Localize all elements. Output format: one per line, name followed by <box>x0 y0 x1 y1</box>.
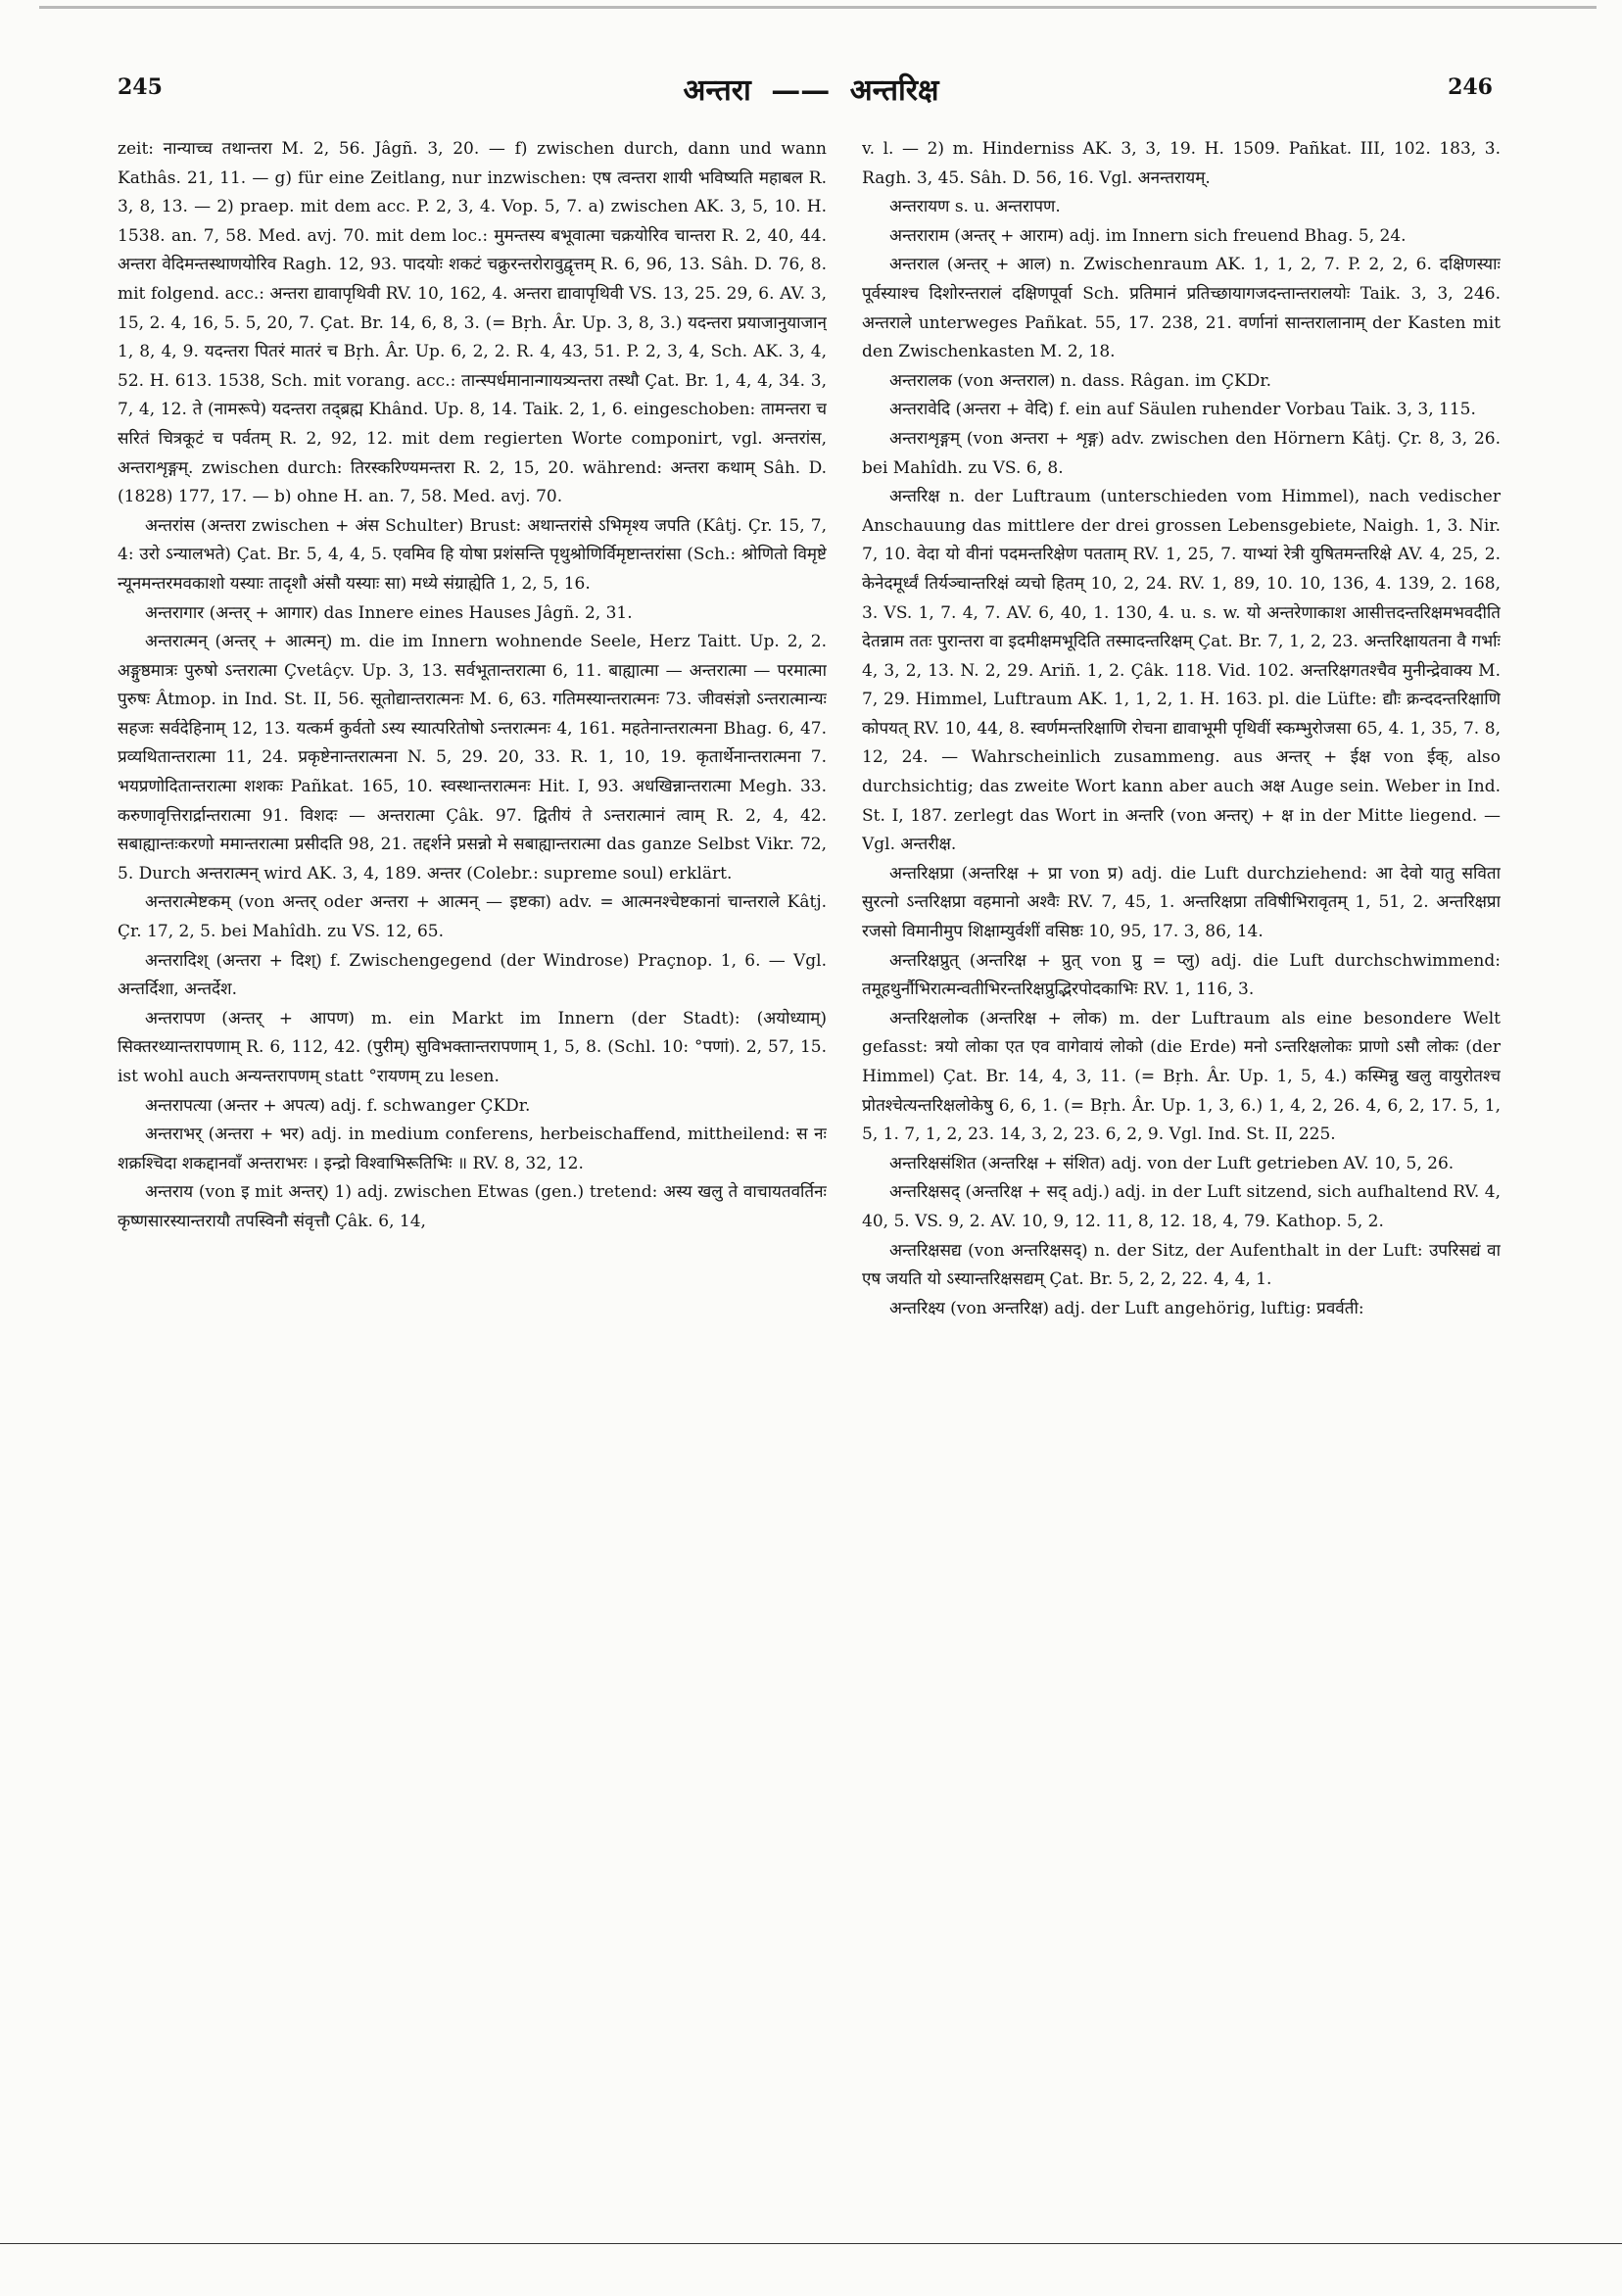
dictionary-entry: v. l. — 2) m. Hinderniss AK. 3, 3, 19. H. 1509. Pañkat. III, 102. 183, 3. Ragh. 3, 45. Sâh. D. 56, 16. Vgl. अनन्तरायम्. <box>862 139 1501 188</box>
dictionary-entry: अन्तरायण s. u. अन्तरापण. <box>889 197 1061 217</box>
dictionary-entry: अन्तरात्मेष्टकम् (von अन्तर् oder अन्तरा + आत्मन् — इष्टका) adv. = आत्मनश्चेष्टकानां चान्तराले Kâtj. Çr. 17, 2, 5. bei Mahîdh. zu VS. 12, 65. <box>118 892 827 942</box>
dictionary-entry: अन्तरादिश् (अन्तरा + दिश्) f. Zwischengegend (der Windrose) Praçnop. 1, 6. — Vgl. अन्तर्दिशा, अन्तर्देश. <box>118 950 827 1000</box>
right-column <box>862 135 1501 2241</box>
page-number-right: 246 <box>1448 74 1493 100</box>
dictionary-entry: अन्तरिक्षसद् (अन्तरिक्ष + सद् adj.) adj. in der Luft sitzend, sich aufhaltend RV. 4, 40, 5. VS. 9, 2. AV. 10, 9, 12. 11, 8, 12. 18, 4, 79. Kathop. 5, 2. <box>862 1182 1501 1231</box>
dictionary-entry: अन्तरिक्षसद्य (von अन्तरिक्षसद्) n. der Sitz, der Aufenthalt in der Luft: उपरिसद्यं वा एष जयति यो ऽस्यान्तरिक्षसद्यम् Çat. Br. 5, 2, 2, 22. 4, 4, 1. <box>862 1240 1501 1290</box>
dictionary-entry: अन्तरापण (अन्तर् + आपण) m. ein Markt im Innern (der Stadt): (अयोध्याम्) सिक्तरथ्यान्तरापणाम् R. 6, 112, 42. (पुरीम्) सुविभक्तान्तरापणाम् 1, 5, 8. (Schl. 10: °पणां). 2, 57, 15. ist wohl auch अन्यन्तरापणम् statt °रायणम् zu lesen. <box>118 1008 827 1086</box>
dictionary-entry: अन्तरिक्ष्य (von अन्तरिक्ष) adj. der Luft angehörig, luftig: प्रवर्वती: <box>889 1298 1364 1318</box>
top-scan-edge <box>39 6 1597 9</box>
dictionary-entry: अन्तराय (von इ mit अन्तर्) 1) adj. zwischen Etwas (gen.) tretend: अस्य खलु ते वाचायतवर्तिनः कृष्णसारस्यान्तरायौ तपस्विनौ संवृत्तौ Çâk. 6, 14, <box>118 1182 827 1231</box>
dictionary-entry: अन्तरागार (अन्तर् + आगार) das Innere eines Hauses Jâgñ. 2, 31. <box>145 602 633 623</box>
running-head-right-word: अन्तरिक्ष <box>849 73 939 108</box>
dictionary-entry: अन्तराराम (अन्तर् + आराम) adj. im Innern sich freuend Bhag. 5, 24. <box>889 225 1407 246</box>
page-header <box>118 69 1504 114</box>
bottom-rule <box>0 2243 1622 2244</box>
running-head-left-word: अन्तरा <box>683 73 751 108</box>
dictionary-entry: zeit: नान्याच्च तथान्तरा M. 2, 56. Jâgñ. 3, 20. — f) zwischen durch, dann und wann Kathâs. 21, 11. — g) für eine Zeitlang, nur inzwischen: एष त्वन्तरा शायी भविष्यति महाबल R. 3, 8, 13. — 2) praep. mit dem acc. P. 2, 3, 4. Vop. 5, 7. a) zwischen AK. 3, 5, 10. H. 1538. an. 7, 58. Med. avj. 70. mit dem loc.: मुमन्तस्य बभूवात्मा चक्रयोरिव चान्तरा R. 2, 40, 44. अन्तरा वेदिमन्तस्थाणयोरिव Ragh. 12, 93. पादयोः शकटं चक्रुरन्तरोरावुद्वृत्तम् R. 6, 96, 13. Sâh. D. 76, 8. mit folgend. acc.: अन्तरा द्यावापृथिवी RV. 10, 162, 4. अन्तरा द्यावापृथिवी VS. 13, 25. 29, 6. AV. 3, 15, 2. 4, 16, 5. 5, 20, 7. Çat. Br. 14, 6, 8, 3. (= Bṛh. Âr. Up. 3, 8, 3.) यदन्तरा प्रयाजानुयाजान् 1, 8, 4, 9. यदन्तरा पितरं मातरं च Bṛh. Âr. Up. 6, 2, 2. R. 4, 43, 51. P. 2, 3, 4, Sch. AK. 3, 4, 52. H. 613. 1538, Sch. mit vorang. acc.: तान्स्पर्धमानान्गायत्र्यन्तरा तस्थौ Çat. Br. 1, 4, 4, 34. 3, 7, 4, 12. ते (नामरूपे) यदन्तरा तद्ब्रह्म Khând. Up. 8, 14. Taik. 2, 1, 6. eingeschoben: तामन्तरा च सरितं चित्रकूटं च पर्वतम् R. 2, 92, 12. mit dem regierten Worte componirt, vgl. अन्तरांस, अन्तराशृङ्गम्. zwischen durch: तिरस्करिण्यमन्तरा R. 2, 15, 20. während: अन्तरा कथाम् Sâh. D. (1828) 177, 17. — b) ohne H. an. 7, 58. Med. avj. 70. <box>118 139 827 507</box>
dictionary-entry: अन्तराल (अन्तर् + आल) n. Zwischenraum AK. 1, 1, 2, 7. P. 2, 2, 6. दक्षिणस्याः पूर्वस्याश्च दिशोरन्तरालं दक्षिणपूर्वा Sch. प्रतिमानं प्रतिच्छायागजदन्तान्तरालयोः Taik. 3, 3, 246. अन्तराले unterweges Pañkat. 55, 17. 238, 21. वर्णानां सान्तरालानाम् der Kasten mit den Zwischenkasten M. 2, 18. <box>862 255 1501 362</box>
page-number-left: 245 <box>118 74 163 100</box>
dictionary-entry: अन्तरात्मन् (अन्तर् + आत्मन्) m. die im Innern wohnende Seele, Herz Taitt. Up. 2, 2. अङ्गुष्ठमात्रः पुरुषो ऽन्तरात्मा Çvetâçv. Up. 3, 13. सर्वभूतान्तरात्मा 6, 11. बाह्यात्मा — अन्तरात्मा — परमात्मा पुरुषः Âtmop. in Ind. St. II, 56. सूतोद्यान्तरात्मनः M. 6, 63. गतिमस्यान्तरात्मनः 73. जीवसंज्ञो ऽन्तरात्मान्यः सहजः सर्वदेहिनाम् 12, 13. यत्कर्म कुर्वतो ऽस्य स्यात्परितोषो ऽन्तरात्मनः 4, 161. महतेनान्तरात्मना Bhag. 6, 47. प्रव्यथितान्तरात्मा 11, 24. प्रकृष्टेनान्तरात्मना N. 5, 29. 20, 33. R. 1, 10, 19. कृतार्थेनान्तरात्मना 7. भयप्रणोदितान्तरात्मा शशकः Pañkat. 165, 10. स्वस्थान्तरात्मनः Hit. I, 93. अधखिन्नान्तरात्मा Megh. 33. करुणावृत्तिरार्द्रान्तरात्मा 91. विशदः — अन्तरात्मा Çâk. 97. द्वितीयं ते ऽन्तरात्मानं त्वाम् R. 2, 4, 42. सबाह्यान्तःकरणो ममान्तरात्मा प्रसीदति 98, 21. तद्दर्शने प्रसन्नो मे सबाह्यान्तरात्मा das ganze Selbst Vikr. 72, 5. Durch अन्तरात्मन् wird AK. 3, 4, 189. अन्तर (Colebr.: supreme soul) erklärt. <box>118 632 827 884</box>
dictionary-entry: अन्तरावेदि (अन्तरा + वेदि) f. ein auf Säulen ruhender Vorbau Taik. 3, 3, 115. <box>889 400 1476 420</box>
dictionary-entry: अन्तराभर् (अन्तरा + भर) adj. in medium conferens, herbeischaffend, mittheilend: स नः शक्रश्चिदा शकद्दानवाँ अन्तराभरः । इन्द्रो विश्वाभिरूतिभिः ॥ RV. 8, 32, 12. <box>118 1124 827 1173</box>
dictionary-entry: अन्तरांस (अन्तरा zwischen + अंस Schulter) Brust: अथान्तरांसे ऽभिमृश्य जपति (Kâtj. Çr. 15, 7, 4: उरो ऽन्यालभते) Çat. Br. 5, 4, 4, 5. एवमिव हि योषा प्रशंसन्ति पृथुश्रोणिर्विमृष्टान्तरांसा (Sch.: श्रोणितो विमृष्टे न्यूनमन्तरमवकाशो यस्याः तादृशौ अंसौ यस्याः सा) मध्ये संग्राह्येति 1, 2, 5, 16. <box>118 515 827 594</box>
dictionary-entry: अन्तरिक्ष n. der Luftraum (unterschieden vom Himmel), nach vedischer Anschauung das mittlere der drei grossen Lebensgebiete, Naigh. 1, 3. Nir. 7, 10. वेदा यो वीनां पदमन्तरिक्षेण पतताम् RV. 1, 25, 7. याभ्यां रेत्री युषितमन्तरिक्षे AV. 4, 25, 2. केनेदमूर्ध्वं तिर्यञ्चान्तरिक्षं व्यचो हितम् 10, 2, 24. RV. 1, 89, 10. 10, 136, 4. 139, 2. 168, 3. VS. 1, 7. 4, 7. AV. 6, 40, 1. 130, 4. u. s. w. यो अन्तरेणाकाश आसीत्तदन्तरिक्षमभवदीति देतन्नाम ततः पुरान्तरा वा इदमीक्षमभूदिति तस्मादन्तरिक्षम् Çat. Br. 7, 1, 2, 23. अन्तरिक्षायतना वै गर्भाः 4, 3, 2, 13. N. 2, 29. Ariñ. 1, 2. Çâk. 118. Vid. 102. अन्तरिक्षगतश्चैव मुनीन्द्रेवाक्य M. 7, 29. Himmel, Luftraum AK. 1, 1, 2, 1. H. 163. pl. die Lüfte: द्यौः क्रन्ददन्तरिक्षाणि कोपयत् RV. 10, 44, 8. स्वर्णमन्तरिक्षाणि रोचना द्यावाभूमी पृथिवीं स्कम्भुरोजसा 65, 4. 1, 35, 7. 8, 12, 24. — Wahrscheinlich zusammeng. aus अन्तर् + ईक्ष von ईक्, also durchsichtig; das zweite Wort kann aber auch अक्ष Auge sein. Weber in Ind. St. I, 187. zerlegt das Wort in अन्तरि (von अन्तर्) + क्ष in der Mitte liegend. — Vgl. अन्तरीक्ष. <box>862 487 1501 855</box>
dictionary-entry: अन्तरिक्षलोक (अन्तरिक्ष + लोक) m. der Luftraum als eine besondere Welt gefasst: त्रयो लोका एत एव वागेवायं लोको (die Erde) मनो ऽन्तरिक्षलोकः प्राणो ऽसौ लोकः (der Himmel) Çat. Br. 14, 4, 3, 11. (= Bṛh. Âr. Up. 1, 5, 4.) कस्मिन्नु खलु वायुरोतश्च प्रोतश्चेत्यन्तरिक्षलोकेषु 6, 6, 1. (= Bṛh. Âr. Up. 1, 3, 6.) 1, 4, 2, 26. 4, 6, 2, 17. 5, 1, 5, 1. 7, 1, 2, 23. 14, 3, 2, 23. 6, 2, 9. Vgl. Ind. St. II, 225. <box>862 1008 1501 1145</box>
dictionary-entry: अन्तराशृङ्गम् (von अन्तरा + शृङ्ग) adv. zwischen den Hörnern Kâtj. Çr. 8, 3, 26. bei Mahîdh. zu VS. 6, 8. <box>862 428 1501 478</box>
dictionary-entry: अन्तरापत्या (अन्तर + अपत्य) adj. f. schwanger ÇKDr. <box>145 1095 531 1116</box>
running-head <box>118 69 1504 109</box>
running-head-dash: —— <box>771 73 831 108</box>
dictionary-entry: अन्तरिक्षप्रा (अन्तरिक्ष + प्रा von प्र) adj. die Luft durchziehend: आ देवो यातु सविता सुरत्नो ऽन्तरिक्षप्रा वहमानो अश्वैः RV. 7, 45, 1. अन्तरिक्षप्रा तविषीभिरावृतम् 1, 51, 2. अन्तरिक्षप्रा रजसो विमानीमुप शिक्षाम्युर्वशीं वसिष्ठः 10, 95, 17. 3, 86, 14. <box>862 863 1501 942</box>
dictionary-entry: अन्तरालक (von अन्तराल) n. dass. Râgan. im ÇKDr. <box>889 370 1272 391</box>
dictionary-entry: अन्तरिक्षसंशित (अन्तरिक्ष + संशित) adj. von der Luft getrieben AV. 10, 5, 26. <box>889 1153 1455 1173</box>
dictionary-entry: अन्तरिक्षप्रुत् (अन्तरिक्ष + प्रुत् von प्रु = प्लु) adj. die Luft durchschwimmend: तमूहथुर्नौभिरात्मन्वतीभिरन्तरिक्षप्रुद्भिरपोदकाभिः RV. 1, 116, 3. <box>862 950 1501 1000</box>
left-column <box>118 135 827 2241</box>
